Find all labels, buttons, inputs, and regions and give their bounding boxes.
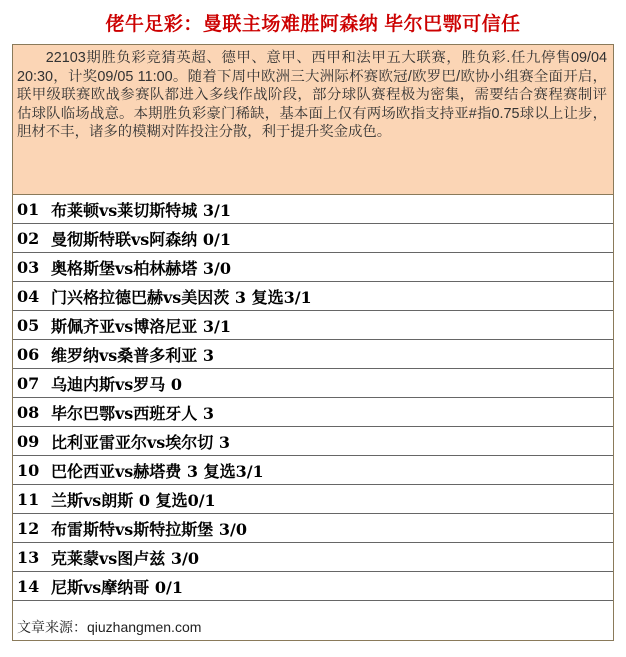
match-row xyxy=(13,514,613,543)
match-text: 毕尔巴鄂vs西班牙人 3 xyxy=(51,403,215,423)
match-row xyxy=(13,282,613,311)
match-row xyxy=(13,456,613,485)
article-source: 文章来源：qiuzhangmen.com xyxy=(17,619,202,635)
match-number: 12 xyxy=(17,518,40,538)
article-title: 佬牛足彩：曼联主场难胜阿森纳 毕尔巴鄂可信任 xyxy=(105,13,521,35)
match-row xyxy=(13,427,613,456)
match-number: 03 xyxy=(17,257,40,277)
match-text: 布雷斯特vs斯特拉斯堡 3/0 xyxy=(51,519,247,539)
match-row xyxy=(13,572,613,601)
match-number: 11 xyxy=(17,489,40,509)
match-row xyxy=(13,311,613,340)
match-text: 门兴格拉德巴赫vs美因茨 3 复选3/1 xyxy=(51,287,312,307)
match-row xyxy=(13,485,613,514)
match-list xyxy=(13,195,613,601)
match-number: 05 xyxy=(17,315,40,335)
match-row xyxy=(13,253,613,282)
match-number: 01 xyxy=(17,199,40,219)
match-row xyxy=(13,398,613,427)
match-text: 比利亚雷亚尔vs埃尔切 3 xyxy=(51,432,231,452)
match-text: 克莱蒙vs图卢兹 3/0 xyxy=(51,548,199,568)
match-number: 07 xyxy=(17,373,40,393)
match-number: 04 xyxy=(17,286,40,306)
article-header xyxy=(0,0,626,44)
match-text: 斯佩齐亚vs博洛尼亚 3/1 xyxy=(51,316,231,336)
match-text: 布莱顿vs莱切斯特城 3/1 xyxy=(51,200,231,220)
match-number: 14 xyxy=(17,576,40,596)
match-number: 02 xyxy=(17,228,40,248)
match-number: 13 xyxy=(17,547,40,567)
match-row xyxy=(13,340,613,369)
match-text: 曼彻斯特联vs阿森纳 0/1 xyxy=(51,229,231,249)
match-row xyxy=(13,369,613,398)
match-text: 乌迪内斯vs罗马 0 xyxy=(51,374,183,394)
match-text: 尼斯vs摩纳哥 0/1 xyxy=(51,577,183,597)
match-number: 08 xyxy=(17,402,40,422)
match-text: 维罗纳vs桑普多利亚 3 xyxy=(51,345,215,365)
content-frame xyxy=(12,44,614,641)
match-number: 10 xyxy=(17,460,40,480)
match-number: 06 xyxy=(17,344,40,364)
match-row xyxy=(13,195,613,224)
match-row xyxy=(13,543,613,572)
match-text: 巴伦西亚vs赫塔费 3 复选3/1 xyxy=(51,461,264,481)
intro-paragraph: 22103期胜负彩竞猜英超、德甲、意甲、西甲和法甲五大联赛，胜负彩.任九停售09/04 20:30，计奖09/05 11:00。随着下周中欧洲三大洲际杯赛欧冠/欧罗巴/欧协小组赛全面开启，联甲级联赛欧战参赛队都进入多线作战阶段，部分球队赛程极为密集，需要结合赛程赛制评估球队临场战意。本期胜负彩豪门稀缺，基本面上仅有两场欧指支持亚#指0.75球以上让步，胆材不丰，诸多的模糊对阵投注分散，利于提升奖金成色。 xyxy=(13,45,613,195)
match-text: 兰斯vs朗斯 0 复选0/1 xyxy=(51,490,216,510)
match-number: 09 xyxy=(17,431,40,451)
match-row xyxy=(13,224,613,253)
match-text: 奥格斯堡vs柏林赫塔 3/0 xyxy=(51,258,231,278)
